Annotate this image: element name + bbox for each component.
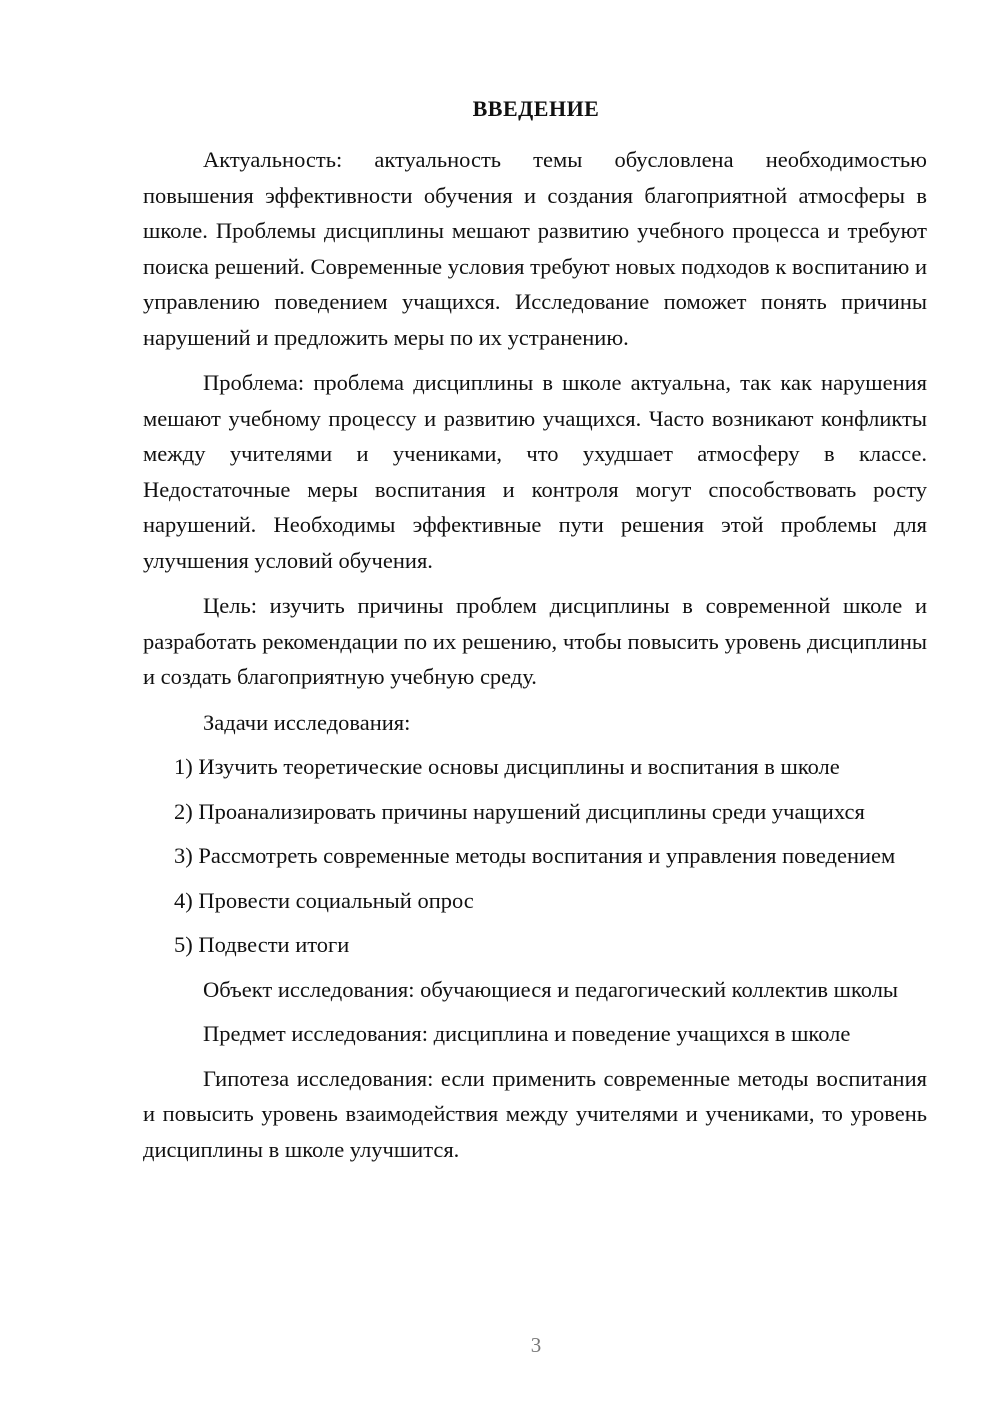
problem-paragraph: Проблема: проблема дисциплины в школе актуальна, так как нарушения мешают учебному процессу и развитию учащихся. Часто возникают конфликты между учителями и учениками, что ухудшает атмосферу в классе. Недостаточные меры воспитания и контроля могут способствовать росту нарушений. Необходимы эффективные пути решения этой проблемы для улучшения условий обучения. — [143, 370, 927, 573]
goal-paragraph: Цель: изучить причины проблем дисциплины в современной школе и разработать рекомендации по их решению, чтобы повысить уровень дисциплины и создать благоприятную учебную среду. — [143, 593, 927, 689]
tasks-heading: Задачи исследования: — [203, 709, 411, 735]
page-title: ВВЕДЕНИЕ — [472, 96, 600, 121]
task-item-5: 5) Подвести итоги — [174, 932, 350, 957]
page-number: 3 — [530, 1333, 542, 1357]
hypothesis-paragraph: Гипотеза исследования: если применить современные методы воспитания и повысить уровень взаимодействия между учителями и учениками, то уровень дисциплины в школе улучшится. — [143, 1065, 927, 1162]
task-item-3: 3) Рассмотреть современные методы воспитания и управления поведением — [174, 843, 896, 868]
task-item-1: 1) Изучить теоретические основы дисциплины и воспитания в школе — [174, 754, 840, 779]
task-item-4: 4) Провести социальный опрос — [174, 887, 474, 913]
document-body — [143, 142, 927, 1167]
task-item-2: 2) Проанализировать причины нарушений дисциплины среди учащихся — [174, 798, 865, 824]
object-paragraph: Объект исследования: обучающиеся и педагогический коллектив школы — [203, 976, 899, 1002]
subject-paragraph: Предмет исследования: дисциплина и поведение учащихся в школе — [203, 1021, 851, 1046]
relevance-paragraph: Актуальность: актуальность темы обусловлена необходимостью повышения эффективности обучения и создания благоприятной атмосферы в школе. Проблемы дисциплины мешают развитию учебного процесса и требуют поиска решений. Современные условия требуют новых подходов к воспитанию и управлению поведением учащихся. Исследование поможет понять причины нарушений и предложить меры по их устранению. — [143, 147, 927, 350]
